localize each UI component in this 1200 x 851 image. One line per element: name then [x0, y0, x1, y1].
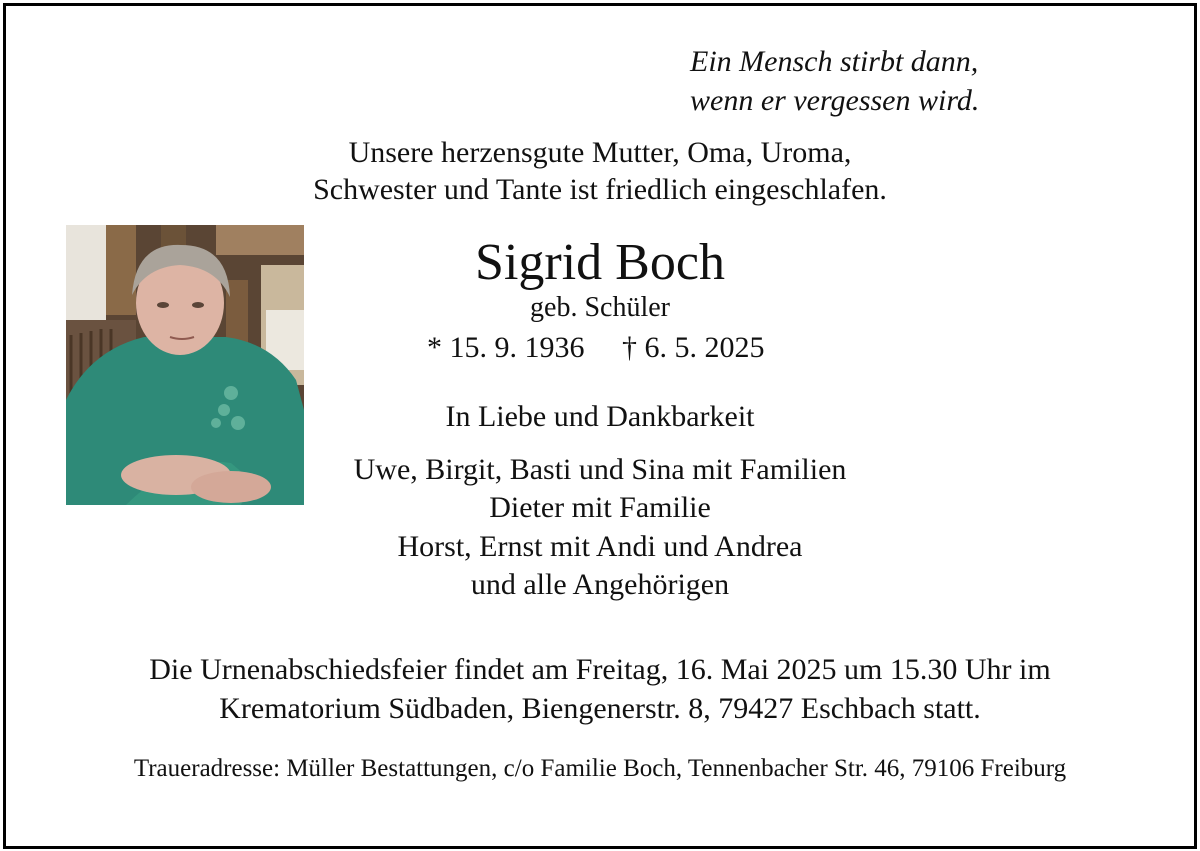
- mourners-heading: In Liebe und Dankbarkeit: [445, 400, 755, 433]
- birth-name: geb. Schüler: [530, 292, 670, 323]
- deceased-name: Sigrid Boch: [475, 234, 725, 291]
- mourner-line: und alle Angehörigen: [470, 568, 730, 601]
- mourning-address: Traueradresse: Müller Bestattungen, c/o Familie Boch, Tennenbacher Str. 46, 79106 Freiburg: [133, 755, 1067, 782]
- death-date: † 6. 5. 2025: [622, 331, 765, 364]
- ceremony-line-1: Die Urnenabschiedsfeier findet am Freitag, 16. Mai 2025 um 15.30 Uhr im: [149, 653, 1051, 686]
- intro-line-2: Schwester und Tante ist friedlich eingeschlafen.: [313, 173, 887, 206]
- quote-line-1: Ein Mensch stirbt dann,: [690, 45, 979, 78]
- mourner-line: Horst, Ernst mit Andi und Andrea: [397, 530, 803, 563]
- birth-date: * 15. 9. 1936: [427, 331, 585, 364]
- quote-line-2: wenn er vergessen wird.: [690, 84, 980, 117]
- intro-line-1: Unsere herzensgute Mutter, Oma, Uroma,: [348, 136, 852, 169]
- ceremony-line-2: Krematorium Südbaden, Biengenerstr. 8, 79427 Eschbach statt.: [219, 692, 981, 725]
- mourner-line: Uwe, Birgit, Basti und Sina mit Familien: [353, 453, 847, 486]
- mourner-line: Dieter mit Familie: [489, 491, 711, 524]
